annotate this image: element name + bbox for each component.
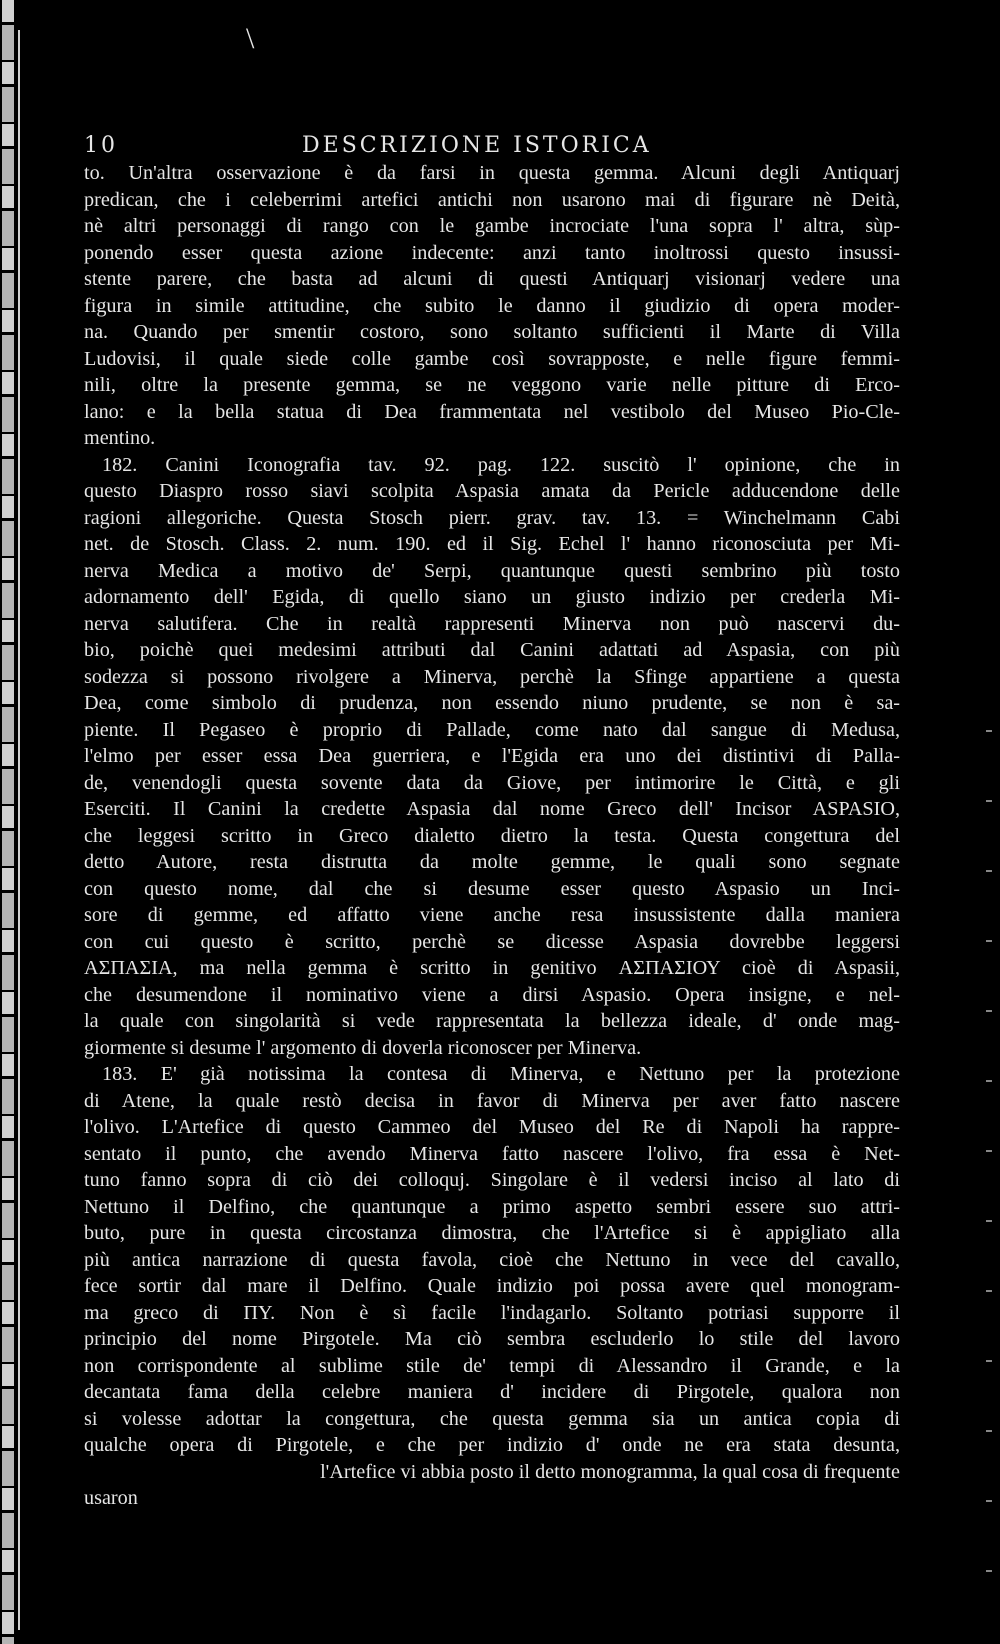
text-line: ma greco di ΠΥ. Non è sì facile l'indagarlo. Soltanto potriasi supporre il bbox=[84, 1301, 900, 1324]
text-line: lano: e la bella statua di Dea frammentata nel vestibolo del Museo Pio-Cle- bbox=[84, 400, 900, 423]
text-line: adornamento dell' Egida, di quello siano un giusto indizio per crederla Mi- bbox=[84, 586, 900, 608]
text-line: di Atene, la quale restò decisa in favor di Minerva per aver fatto nascere bbox=[84, 1089, 900, 1112]
text-line: buto, pure in questa circostanza dimostra, che l'Artefice si è appigliato alla bbox=[84, 1222, 900, 1244]
page-number: 10 bbox=[84, 133, 118, 158]
text-line: stente parere, che basta ad alcuni di questi Antiquarj visionarj vedere una bbox=[84, 268, 900, 290]
running-title: DESCRIZIONE ISTORICA bbox=[302, 133, 652, 158]
text-line: ragioni allegoriche. Questa Stosch pierr. grav. tav. 13. = Winchelmann Cabi bbox=[84, 506, 900, 529]
text-line: predican, che i celeberrimi artefici antichi non usarono mai di figurare nè Deità, bbox=[84, 188, 900, 211]
text-line: detto Autore, resta distrutta da molte gemme, le quali sono segnate bbox=[84, 851, 900, 873]
text-line: tuno fanno sopra di ciò dei colloquj. Singolare è il vedersi inciso al lato di bbox=[84, 1169, 900, 1191]
text-line: nerva Medica a motivo de' Serpi, quantunque questi sembrino più tosto bbox=[84, 559, 900, 582]
body-text bbox=[84, 160, 900, 1512]
margin-rule bbox=[18, 30, 20, 1630]
text-line: non corrispondente al sublime stile de' tempi di Alessandro il Grande, e la bbox=[84, 1354, 900, 1377]
text-line: questo Diaspro rosso siavi scolpita Aspasia amata da Pericle adducendone delle bbox=[84, 480, 900, 502]
text-line: sore di gemme, ed affatto viene anche resa insussistente dalla maniera bbox=[84, 904, 900, 926]
text-line: con questo nome, dal che si desume esser questo Aspasio un Inci- bbox=[84, 877, 900, 900]
right-edge-marks bbox=[986, 700, 992, 1640]
text-line: Ludovisi, il quale siede colle gambe così sovrapposte, e nelle figure femmi- bbox=[84, 347, 900, 370]
text-line: net. de Stosch. Class. 2. num. 190. ed il Sig. Echel l' hanno riconosciuta per Mi- bbox=[84, 533, 900, 555]
text-line: 183. E' già notissima la contesa di Minerva, e Nettuno per la protezione bbox=[102, 1063, 900, 1085]
text-line: più antica narrazione di questa favola, cioè che Nettuno in vece del cavallo, bbox=[84, 1248, 900, 1271]
text-line: nili, oltre la presente gemma, se ne veggono varie nelle pitture di Erco- bbox=[84, 374, 900, 396]
text-line: na. Quando per smentir costoro, sono soltanto sufficienti il Marte di Villa bbox=[84, 321, 900, 343]
text-line: de, venendogli questa sovente data da Giove, per intimorire le Città, e gli bbox=[84, 771, 900, 794]
text-line: usaron bbox=[84, 1487, 138, 1509]
text-line: che desumendone il nominativo viene a dirsi Aspasio. Opera insigne, e nel- bbox=[84, 983, 900, 1006]
text-line: to. Un'altra osservazione è da farsi in questa gemma. Alcuni degli Antiquarj bbox=[84, 162, 900, 184]
text-line: sodezza si possono rivolgere a Minerva, perchè la Sfinge appartiene a questa bbox=[84, 665, 900, 688]
text-line: nè altri personaggi di rango con le gambe incrociate l'una sopra l' altra, sùp- bbox=[84, 215, 900, 237]
text-line: che leggesi scritto in Greco dialetto dietro la testa. Questa congettura del bbox=[84, 824, 900, 847]
text-line: giormente si desume l' argomento di doverla riconoscer per Minerva. bbox=[84, 1036, 642, 1059]
page-binding-edge bbox=[2, 0, 14, 1644]
text-line: si volesse adottar la congettura, che questa gemma sia un antica copia di bbox=[84, 1407, 900, 1430]
text-line: fece sortir dal mare il Delfino. Quale indizio poi possa avere quel monogram- bbox=[84, 1275, 900, 1297]
text-line: Nettuno il Delfino, che quantunque a primo aspetto sembri essere suo attri- bbox=[84, 1195, 900, 1218]
text-line: piente. Il Pegaseo è proprio di Pallade, come nato dal sangue di Medusa, bbox=[84, 718, 900, 741]
text-line: ΑΣΠΑΣΙΑ, ma nella gemma è scritto in genitivo ΑΣΠΑΣΙΟΥ cioè di Aspasii, bbox=[84, 957, 900, 979]
text-line: qualche opera di Pirgotele, e che per indizio d' onde ne era stata desunta, bbox=[84, 1434, 900, 1456]
text-line: nerva salutifera. Che in realtà rappresenti Minerva non può nascervi du- bbox=[84, 612, 900, 635]
text-line: mentino. bbox=[84, 427, 156, 449]
text-line: principio del nome Pirgotele. Ma ciò sembra escluderlo lo stile del lavoro bbox=[84, 1328, 900, 1350]
text-line: sentato il punto, che avendo Minerva fatto nascere l'olivo, fra essa è Net- bbox=[84, 1142, 900, 1165]
stray-ink-mark: \ bbox=[246, 22, 255, 55]
running-head bbox=[84, 133, 884, 159]
text-line: Eserciti. Il Canini la credette Aspasia dal nome Greco dell' Incisor ASPASIO, bbox=[84, 798, 900, 820]
text-line: l'Artefice vi abbia posto il detto monogramma, la qual cosa di frequente bbox=[320, 1460, 900, 1483]
text-line: la quale con singolarità si vede rappresentata la bellezza ideale, d' onde mag- bbox=[84, 1010, 900, 1032]
text-line: l'olivo. L'Artefice di questo Cammeo del Museo del Re di Napoli ha rappre- bbox=[84, 1116, 900, 1138]
text-line: Dea, come simbolo di prudenza, non essendo niuno prudente, se non è sa- bbox=[84, 692, 900, 714]
text-line: l'elmo per esser essa Dea guerriera, e l'Egida era uno dei distintivi di Palla- bbox=[84, 745, 900, 767]
text-line: 182. Canini Iconografia tav. 92. pag. 122. suscitò l' opinione, che in bbox=[102, 453, 900, 476]
text-line: figura in simile attitudine, che subito le danno il giudizio di opera moder- bbox=[84, 294, 900, 317]
text-line: ponendo esser questa azione indecente: anzi tanto inoltrossi questo insussi- bbox=[84, 241, 900, 264]
text-line: con cui questo è scritto, perchè se dicesse Aspasia dovrebbe leggersi bbox=[84, 930, 900, 953]
text-line: bio, poichè quei medesimi attributi dal Canini adattati ad Aspasia, con più bbox=[84, 639, 900, 661]
text-line: decantata fama della celebre maniera d' incidere di Pirgotele, qualora non bbox=[84, 1381, 900, 1403]
